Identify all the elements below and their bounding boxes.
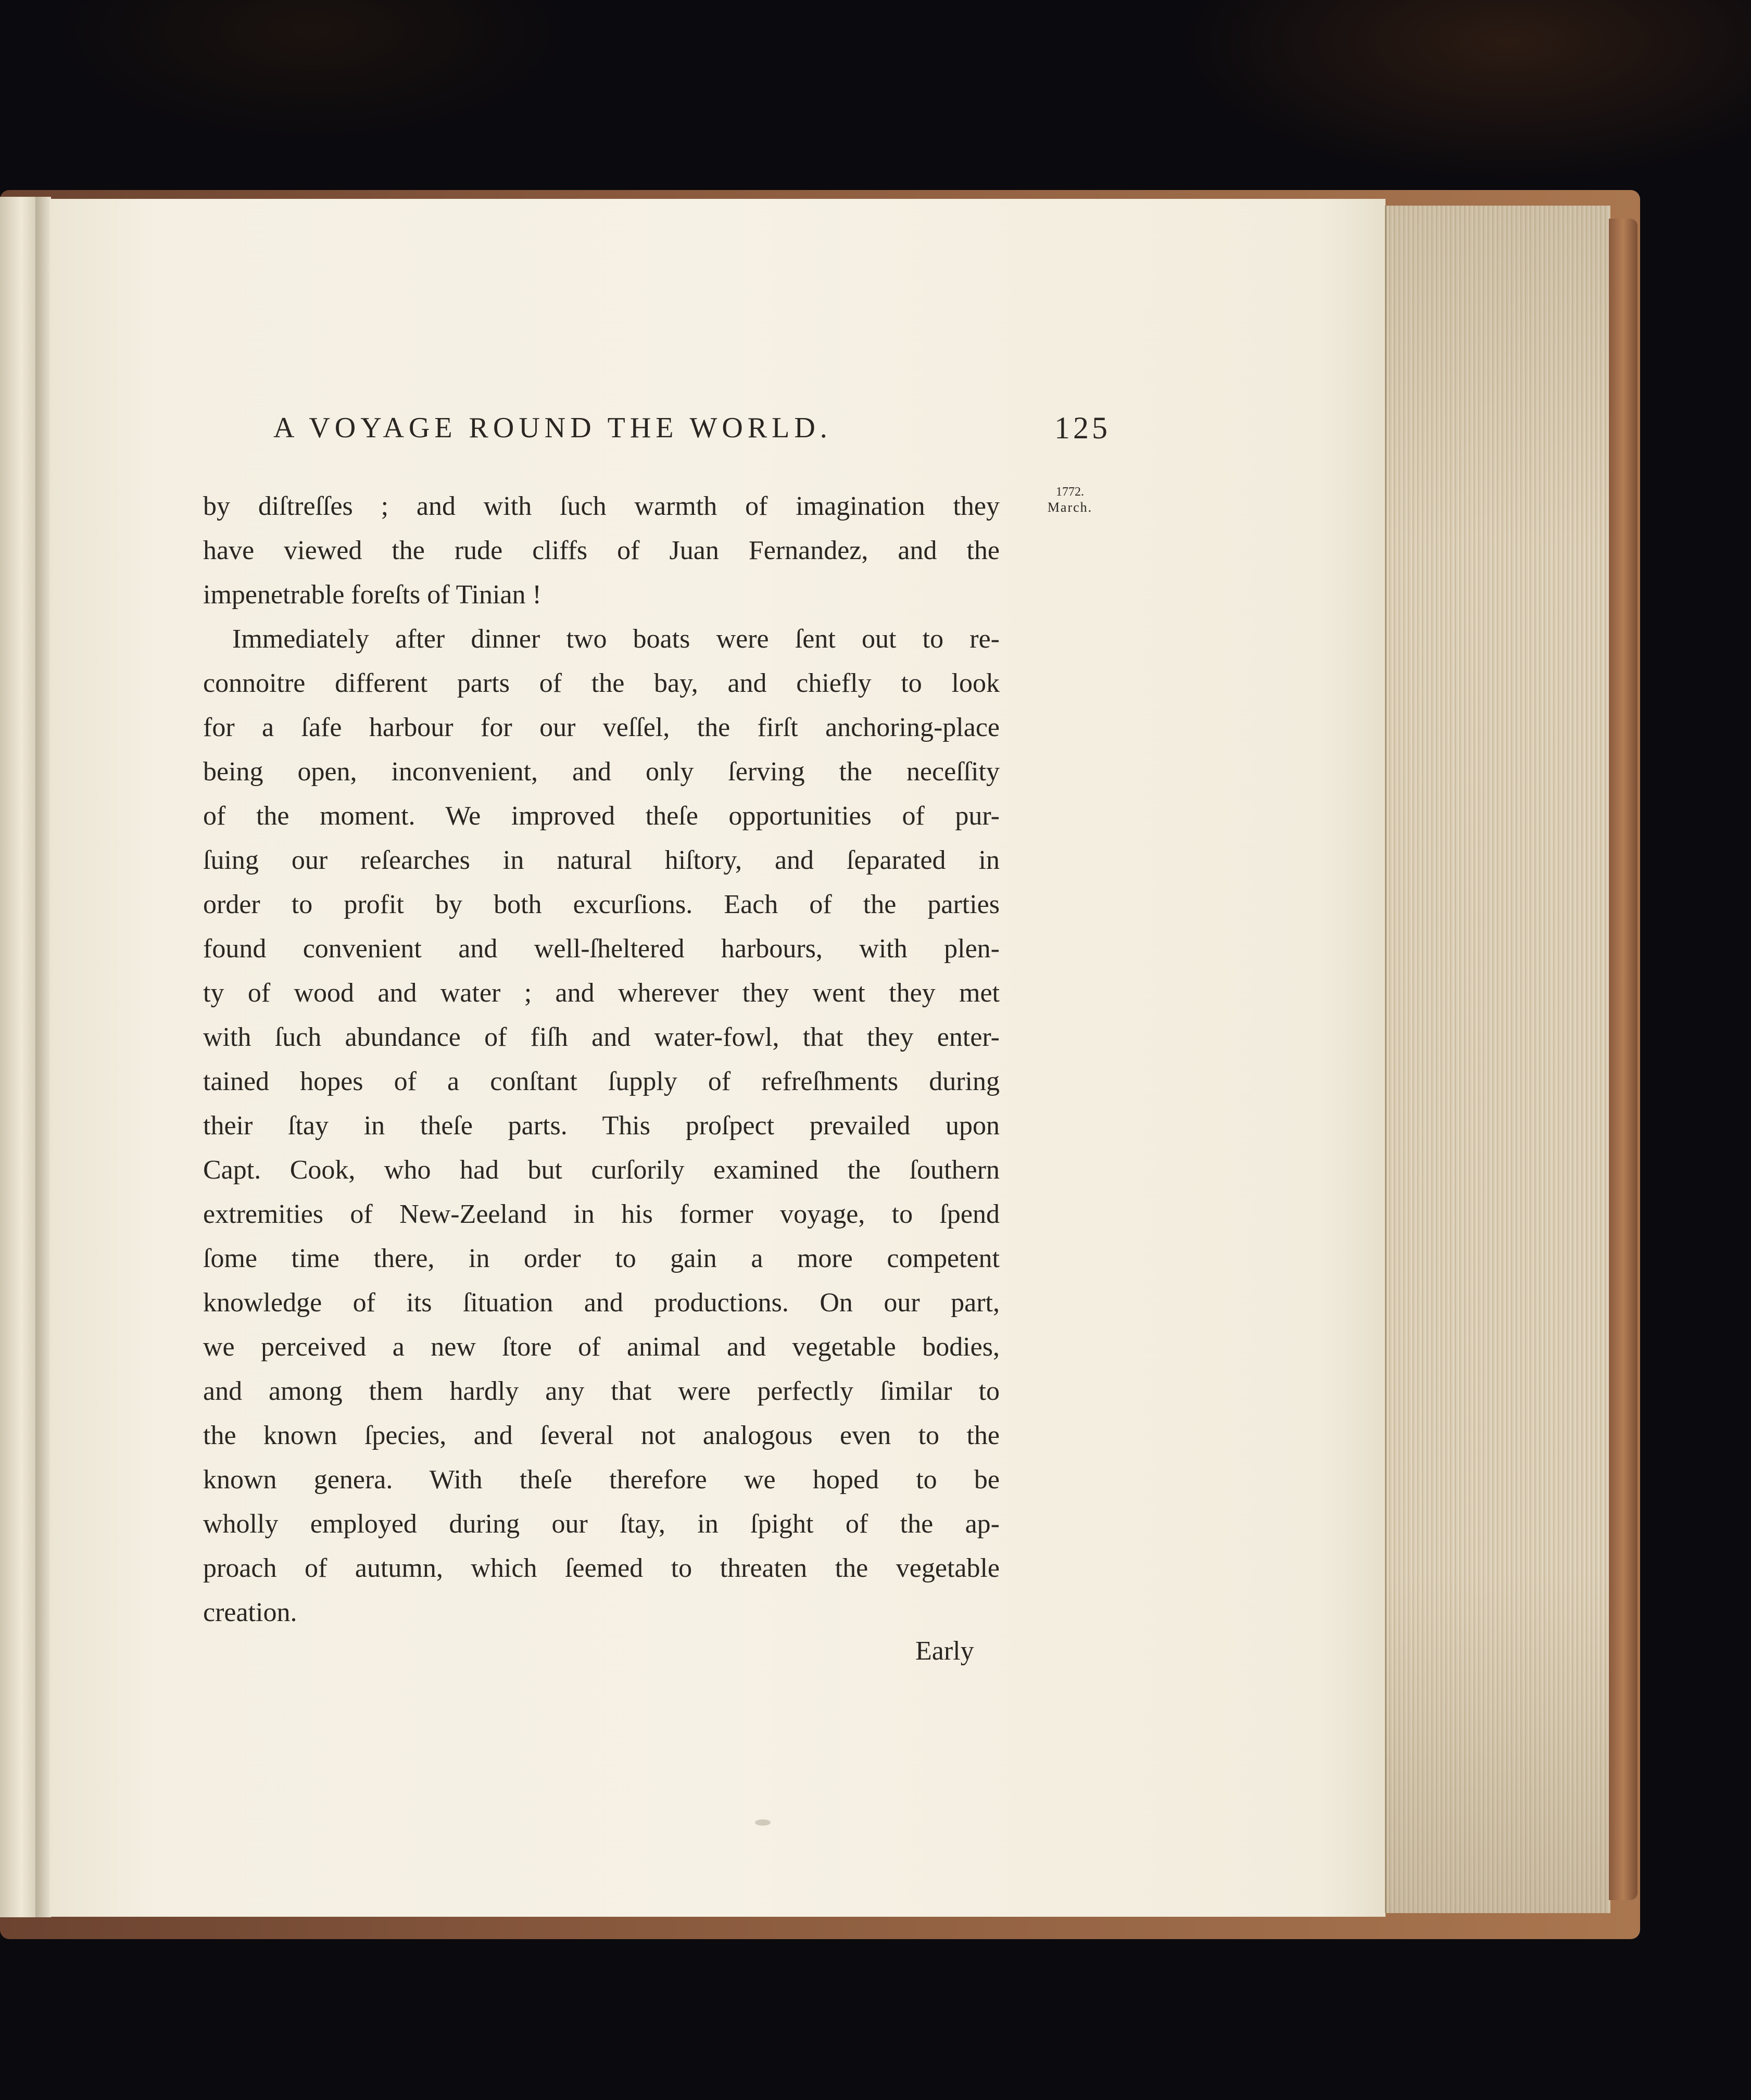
page-number: 125: [1054, 411, 1111, 445]
text-line: ſome time there, in order to gain a more competent: [203, 1244, 1000, 1273]
text-line: ty of wood and water ; and wherever they went they met: [203, 978, 1000, 1008]
page-block-shade: [1385, 206, 1609, 1913]
text-line: we perceived a new ſtore of animal and vegetable bodies,: [203, 1332, 1000, 1362]
text-line: and among them hardly any that were perfectly ſimilar to: [203, 1376, 1000, 1406]
text-line: known genera. With theſe therefore we hoped to be: [203, 1465, 1000, 1495]
text-line: Capt. Cook, who had but curſorily examined the ſouthern: [203, 1155, 1000, 1185]
cover-edge: [1609, 219, 1637, 1900]
text-line: have viewed the rude cliffs of Juan Fernandez, and the: [203, 536, 1000, 565]
text-line: the known ſpecies, and ſeveral not analogous even to the: [203, 1421, 1000, 1450]
text-line: found convenient and well-ſheltered harbours, with plen-: [203, 934, 1000, 964]
margin-date-note: [1034, 484, 1106, 515]
body-text: [203, 484, 1000, 1635]
left-page-edge: [0, 197, 36, 1917]
margin-month: March.: [1047, 500, 1093, 515]
text-line: impenetrable foreſts of Tinian !: [203, 580, 541, 610]
text-line: for a ſafe harbour for our veſſel, the firſt anchoring-place: [203, 713, 1000, 742]
text-line: extremities of New-Zeeland in his former voyage, to ſpend: [203, 1199, 1000, 1229]
text-line: by diſtreſſes ; and with ſuch warmth of imagination they: [203, 491, 1000, 521]
text-line: order to profit by both excurſions. Each of the parties: [203, 890, 1000, 919]
text-line: of the moment. We improved theſe opportunities of pur-: [203, 801, 1000, 831]
book-gutter: [35, 197, 51, 1917]
text-line: with ſuch abundance of fiſh and water-fowl, that they enter-: [203, 1022, 1000, 1052]
running-head: A VOYAGE ROUND THE WORLD.: [273, 412, 832, 444]
text-line: knowledge of its ſituation and productions. On our part,: [203, 1288, 1000, 1318]
paper-speck: [755, 1819, 771, 1826]
text-line: tained hopes of a conſtant ſupply of refreſhments during: [203, 1067, 1000, 1096]
text-line: ſuing our reſearches in natural hiſtory, and ſeparated in: [203, 845, 1000, 875]
catchword: Early: [915, 1636, 974, 1666]
text-line: wholly employed during our ſtay, in ſpight of the ap-: [203, 1509, 1000, 1539]
margin-year: 1772.: [1056, 485, 1084, 499]
text-line: creation.: [203, 1598, 297, 1627]
text-line: their ſtay in theſe parts. This proſpect prevailed upon: [203, 1111, 1000, 1141]
text-line: connoitre different parts of the bay, and chiefly to look: [203, 668, 1000, 698]
text-line: Immediately after dinner two boats were ſent out to re-: [232, 624, 1000, 654]
text-line: proach of autumn, which ſeemed to threaten the vegetable: [203, 1553, 1000, 1583]
text-line: being open, inconvenient, and only ſerving the neceſſity: [203, 757, 1000, 787]
